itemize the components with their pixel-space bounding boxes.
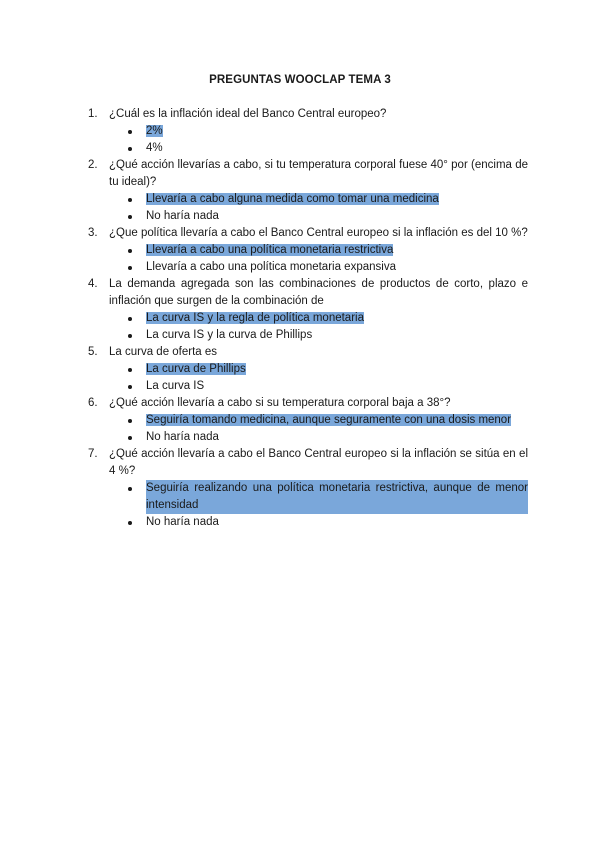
bullet-icon bbox=[128, 385, 132, 389]
question-text: ¿Qué acción llevaría a cabo el Banco Central europeo si la inflación se sitúa en el 4 %? bbox=[109, 448, 528, 477]
answer-text: No haría nada bbox=[146, 431, 219, 443]
bullet-icon bbox=[128, 487, 132, 491]
question-list bbox=[88, 106, 528, 531]
question-text: La demanda agregada son las combinaciones de productos de corto, plazo e inflación que surgen de la combinación de bbox=[109, 278, 528, 307]
answer-item bbox=[146, 310, 528, 327]
answer-text-correct: Seguiría tomando medicina, aunque seguramente con una dosis menor bbox=[146, 414, 512, 426]
question-item bbox=[88, 344, 528, 395]
question-item bbox=[88, 446, 528, 531]
answer-item bbox=[146, 327, 528, 344]
answer-item bbox=[146, 242, 528, 259]
answer-text-correct: Seguiría realizando una política monetaria restrictiva, aunque de menor intensidad bbox=[146, 480, 528, 514]
bullet-icon bbox=[128, 436, 132, 440]
bullet-icon bbox=[128, 215, 132, 219]
question-number: 4. bbox=[88, 278, 98, 290]
question-number: 3. bbox=[88, 227, 98, 239]
answer-item bbox=[146, 361, 528, 378]
answer-item bbox=[146, 123, 528, 140]
page-title: PREGUNTAS WOOCLAP TEMA 3 bbox=[209, 74, 391, 86]
question-number: 6. bbox=[88, 397, 98, 409]
answer-item bbox=[146, 191, 528, 208]
answer-list bbox=[109, 310, 528, 344]
answer-list bbox=[109, 123, 528, 157]
bullet-icon bbox=[128, 334, 132, 338]
bullet-icon bbox=[128, 147, 132, 151]
answer-item bbox=[146, 429, 528, 446]
answer-item bbox=[146, 480, 528, 514]
question-item bbox=[88, 106, 528, 157]
answer-item bbox=[146, 140, 528, 157]
question-text: La curva de oferta es bbox=[109, 346, 218, 358]
question-item bbox=[88, 225, 528, 276]
question-number: 1. bbox=[88, 108, 98, 120]
answer-list bbox=[109, 361, 528, 395]
answer-list bbox=[109, 412, 528, 446]
answer-item bbox=[146, 378, 528, 395]
answer-text: Llevaría a cabo una política monetaria expansiva bbox=[146, 261, 396, 273]
question-number: 2. bbox=[88, 159, 98, 171]
question-number: 5. bbox=[88, 346, 98, 358]
answer-list bbox=[109, 242, 528, 276]
question-item bbox=[88, 395, 528, 446]
question-item bbox=[88, 157, 528, 225]
bullet-icon bbox=[128, 130, 132, 134]
answer-text-correct: La curva de Phillips bbox=[146, 363, 246, 375]
question-text: ¿Cuál es la inflación ideal del Banco Central europeo? bbox=[109, 108, 387, 120]
answer-item bbox=[146, 208, 528, 225]
answer-item bbox=[146, 259, 528, 276]
question-text: ¿Qué acción llevaría a cabo si su temperatura corporal baja a 38°? bbox=[109, 397, 451, 409]
bullet-icon bbox=[128, 419, 132, 423]
answer-text: No haría nada bbox=[146, 210, 219, 222]
answer-text: No haría nada bbox=[146, 516, 219, 528]
bullet-icon bbox=[128, 368, 132, 372]
answer-list bbox=[109, 191, 528, 225]
answer-text-correct: Llevaría a cabo una política monetaria restrictiva bbox=[146, 244, 394, 256]
bullet-icon bbox=[128, 317, 132, 321]
answer-text: La curva IS y la curva de Phillips bbox=[146, 329, 313, 341]
answer-text-correct: Llevaría a cabo alguna medida como tomar una medicina bbox=[146, 193, 439, 205]
answer-list bbox=[109, 480, 528, 531]
question-number: 7. bbox=[88, 448, 98, 460]
answer-item bbox=[146, 412, 528, 429]
answer-text: La curva IS bbox=[146, 380, 205, 392]
answer-item bbox=[146, 514, 528, 531]
answer-text: 4% bbox=[146, 142, 163, 154]
bullet-icon bbox=[128, 198, 132, 202]
answer-text-correct: La curva IS y la regla de política monetaria bbox=[146, 312, 364, 324]
bullet-icon bbox=[128, 249, 132, 253]
question-item bbox=[88, 276, 528, 344]
answer-text-correct: 2% bbox=[146, 125, 163, 137]
bullet-icon bbox=[128, 521, 132, 525]
question-text: ¿Qué acción llevarías a cabo, si tu temperatura corporal fuese 40° por (encima de tu ideal)? bbox=[109, 159, 528, 188]
bullet-icon bbox=[128, 266, 132, 270]
question-text: ¿Que política llevaría a cabo el Banco Central europeo si la inflación es del 10 %? bbox=[109, 227, 528, 239]
